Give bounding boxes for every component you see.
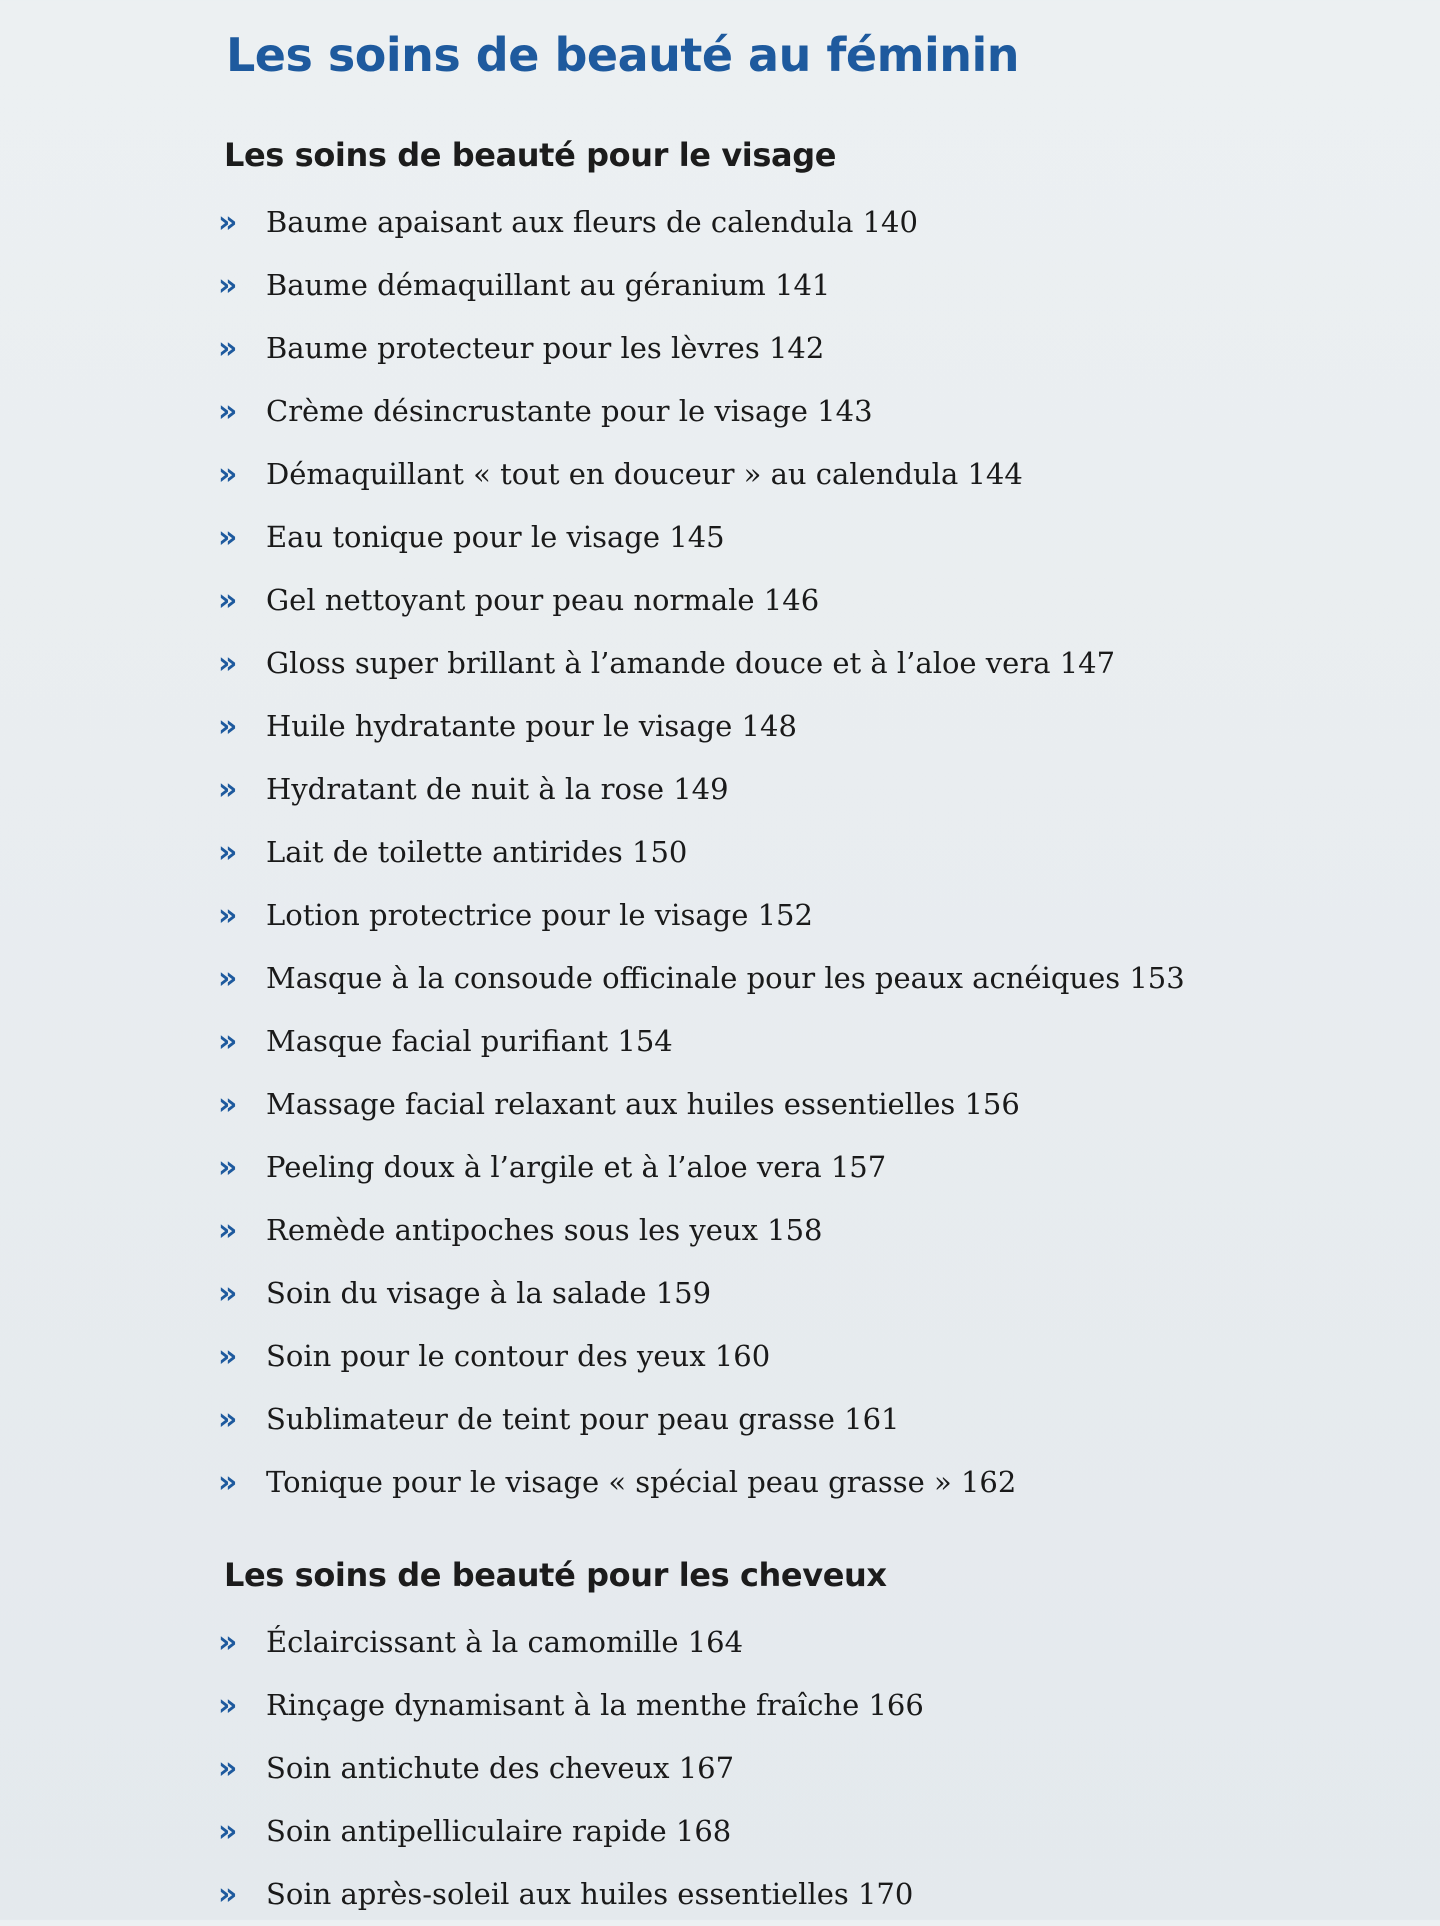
chevron-bullet-icon: »: [218, 1086, 238, 1122]
list-item: [218, 1136, 1185, 1199]
chevron-bullet-icon: »: [218, 582, 238, 618]
list-item: [218, 1863, 924, 1926]
entry-text: Soin pour le contour des yeux 160: [266, 1339, 771, 1373]
entry-text: Remède antipoches sous les yeux 158: [266, 1213, 823, 1247]
entry-text: Crème désincrustante pour le visage 143: [266, 394, 873, 428]
entry-text: Gloss super brillant à l’amande douce et à l’aloe vera 147: [266, 646, 1116, 680]
list-item: [218, 1325, 1185, 1388]
chevron-bullet-icon: »: [218, 1464, 238, 1500]
list-item: [218, 1674, 924, 1737]
entry-text: Masque facial purifiant 154: [266, 1024, 673, 1058]
entry-text: Éclaircissant à la camomille 164: [266, 1625, 744, 1659]
entry-text: Baume apaisant aux fleurs de calendula 140: [266, 205, 918, 239]
chevron-bullet-icon: »: [218, 330, 238, 366]
entry-list-cheveux: [218, 1611, 924, 1926]
entry-text: Démaquillant « tout en douceur » au calendula 144: [266, 457, 1023, 491]
chevron-bullet-icon: »: [218, 267, 238, 303]
list-item: [218, 884, 1185, 947]
list-item: [218, 1737, 924, 1800]
section-heading-visage: Les soins de beauté pour le visage: [224, 136, 837, 174]
entry-text: Rinçage dynamisant à la menthe fraîche 166: [266, 1688, 924, 1722]
chevron-bullet-icon: »: [218, 519, 238, 555]
entry-list-visage: [218, 191, 1185, 1514]
chevron-bullet-icon: »: [218, 1023, 238, 1059]
list-item: [218, 758, 1185, 821]
entry-text: Lait de toilette antirides 150: [266, 835, 688, 869]
list-item: [218, 1262, 1185, 1325]
chevron-bullet-icon: »: [218, 456, 238, 492]
chevron-bullet-icon: »: [218, 1750, 238, 1786]
list-item: [218, 569, 1185, 632]
entry-text: Eau tonique pour le visage 145: [266, 520, 725, 554]
entry-text: Soin antichute des cheveux 167: [266, 1751, 735, 1785]
chevron-bullet-icon: »: [218, 393, 238, 429]
chevron-bullet-icon: »: [218, 1876, 238, 1912]
list-item: [218, 1800, 924, 1863]
chevron-bullet-icon: »: [218, 960, 238, 996]
list-item: [218, 1388, 1185, 1451]
list-item: [218, 380, 1185, 443]
chevron-bullet-icon: »: [218, 1687, 238, 1723]
entry-text: Gel nettoyant pour peau normale 146: [266, 583, 820, 617]
chevron-bullet-icon: »: [218, 1624, 238, 1660]
entry-text: Lotion protectrice pour le visage 152: [266, 898, 813, 932]
list-item: [218, 1199, 1185, 1262]
list-item: [218, 947, 1185, 1010]
entry-text: Baume protecteur pour les lèvres 142: [266, 331, 825, 365]
page-title: Les soins de beauté au féminin: [226, 28, 1020, 82]
chevron-bullet-icon: »: [218, 834, 238, 870]
list-item: [218, 695, 1185, 758]
list-item: [218, 317, 1185, 380]
list-item: [218, 443, 1185, 506]
entry-text: Huile hydratante pour le visage 148: [266, 709, 797, 743]
chevron-bullet-icon: »: [218, 1401, 238, 1437]
entry-text: Tonique pour le visage « spécial peau grasse » 162: [266, 1465, 1017, 1499]
list-item: [218, 1073, 1185, 1136]
chevron-bullet-icon: »: [218, 1212, 238, 1248]
list-item: [218, 1611, 924, 1674]
list-item: [218, 254, 1185, 317]
entry-text: Baume démaquillant au géranium 141: [266, 268, 831, 302]
entry-text: Soin du visage à la salade 159: [266, 1276, 712, 1310]
list-item: [218, 1010, 1185, 1073]
list-item: [218, 506, 1185, 569]
entry-text: Soin après-soleil aux huiles essentielles 170: [266, 1877, 914, 1911]
entry-text: Hydratant de nuit à la rose 149: [266, 772, 729, 806]
list-item: [218, 632, 1185, 695]
entry-text: Massage facial relaxant aux huiles essentielles 156: [266, 1087, 1020, 1121]
list-item: [218, 191, 1185, 254]
section-heading-cheveux: Les soins de beauté pour les cheveux: [224, 1556, 887, 1594]
chevron-bullet-icon: »: [218, 1813, 238, 1849]
chevron-bullet-icon: »: [218, 645, 238, 681]
entry-text: Peeling doux à l’argile et à l’aloe vera 157: [266, 1150, 887, 1184]
chevron-bullet-icon: »: [218, 204, 238, 240]
chevron-bullet-icon: »: [218, 771, 238, 807]
entry-text: Sublimateur de teint pour peau grasse 161: [266, 1402, 900, 1436]
chevron-bullet-icon: »: [218, 897, 238, 933]
list-item: [218, 1451, 1185, 1514]
chevron-bullet-icon: »: [218, 1149, 238, 1185]
entry-text: Masque à la consoude officinale pour les peaux acnéiques 153: [266, 961, 1185, 995]
chevron-bullet-icon: »: [218, 708, 238, 744]
list-item: [218, 821, 1185, 884]
entry-text: Soin antipelliculaire rapide 168: [266, 1814, 732, 1848]
chevron-bullet-icon: »: [218, 1338, 238, 1374]
chevron-bullet-icon: »: [218, 1275, 238, 1311]
